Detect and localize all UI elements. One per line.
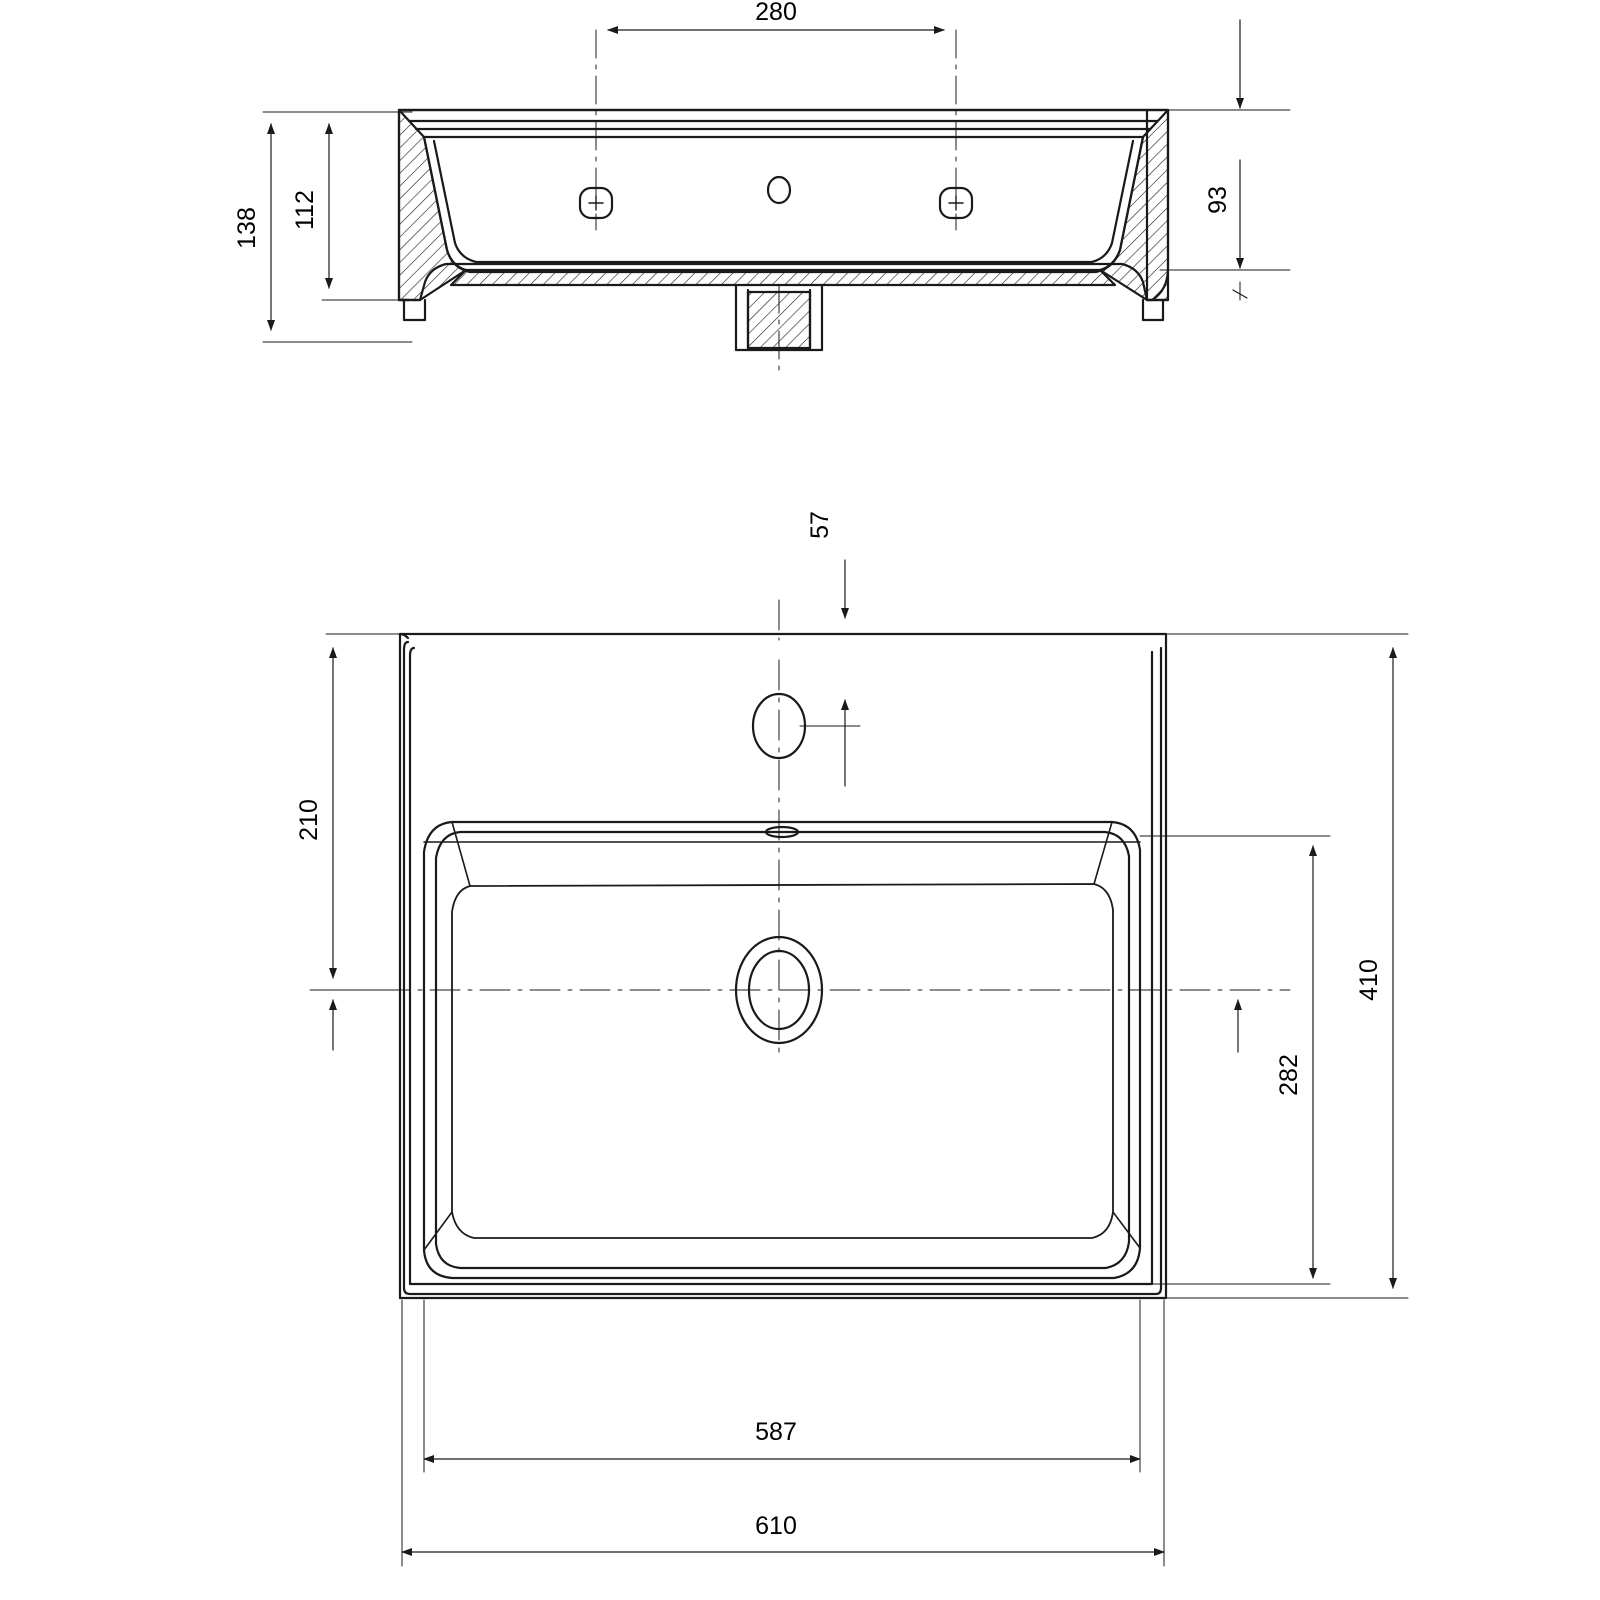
dimension-label-112: 112 — [291, 190, 319, 230]
dimension-587 — [424, 1300, 1140, 1472]
dimension-label-138: 138 — [233, 207, 261, 249]
dimension-93 — [1160, 20, 1290, 300]
dimension-label-93: 93 — [1204, 186, 1232, 214]
dimension-57 — [800, 560, 860, 786]
dimension-label-410: 410 — [1355, 959, 1383, 1001]
dimension-label-587: 587 — [755, 1418, 797, 1446]
dimension-label-282: 282 — [1275, 1054, 1303, 1096]
dimension-label-210: 210 — [295, 799, 323, 841]
dimension-label-280: 280 — [755, 0, 797, 26]
dimension-label-57: 57 — [806, 511, 834, 539]
top-plan-view — [330, 600, 1290, 1298]
front-section-view — [399, 30, 1168, 370]
overflow-hole — [768, 177, 790, 203]
dimension-210 — [310, 634, 404, 1050]
dimension-138 — [263, 112, 412, 342]
dimension-label-610: 610 — [755, 1512, 797, 1540]
